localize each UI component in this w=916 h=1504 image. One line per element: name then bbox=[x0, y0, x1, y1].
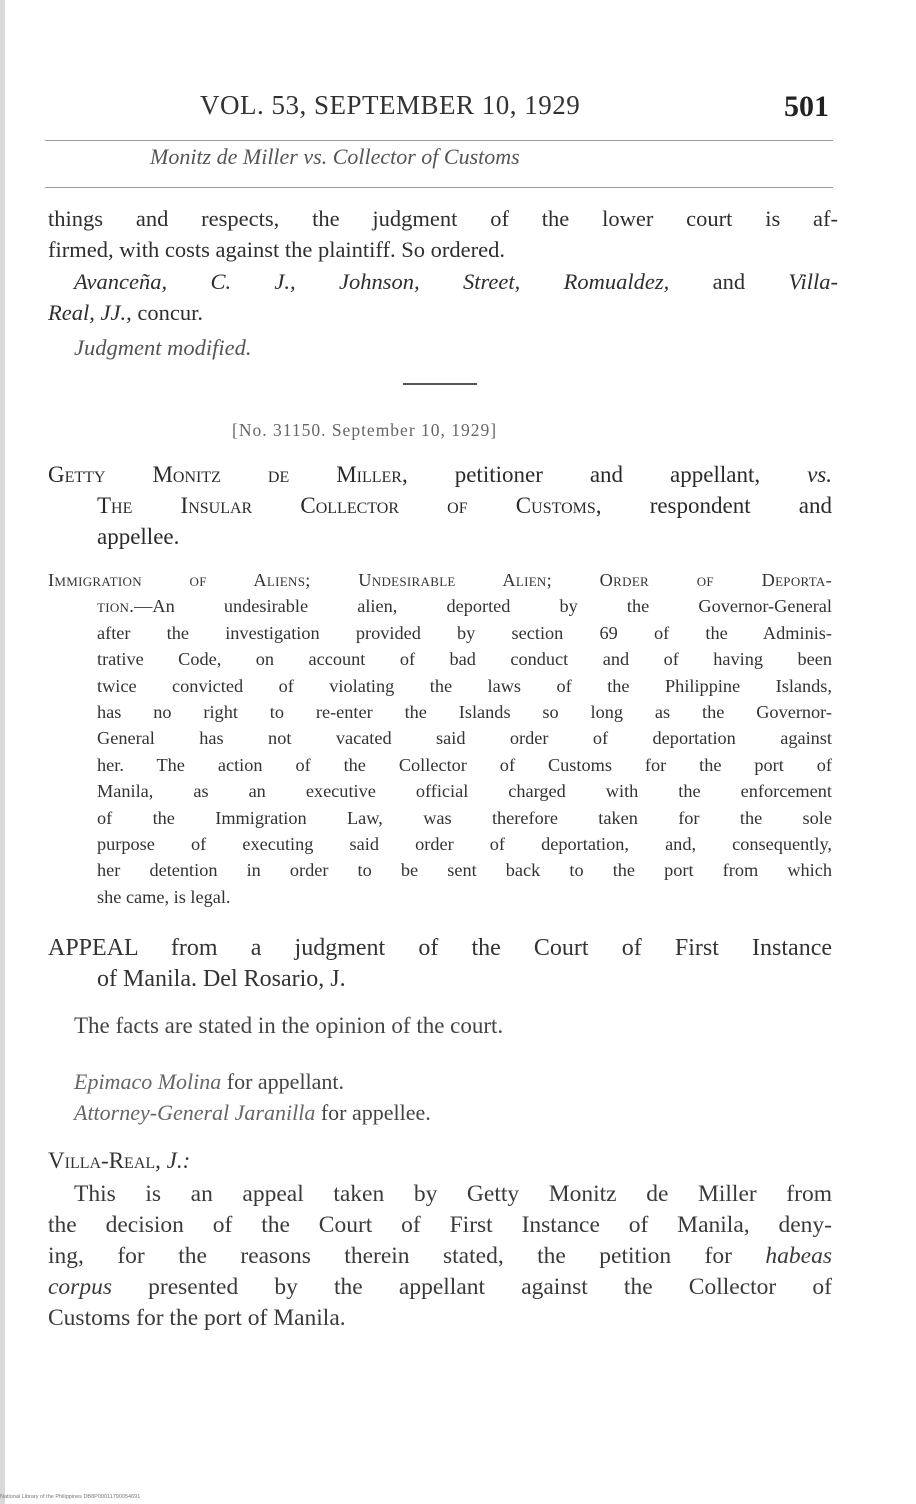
header-rule-bottom bbox=[45, 187, 833, 188]
docket-number: [No. 31150. September 10, 1929] bbox=[232, 420, 498, 440]
prior-case-conclusion bbox=[48, 203, 838, 265]
appellee-counsel: Attorney-General Jaranilla for appellee. bbox=[74, 1100, 431, 1125]
syllabus-line: her. The action of the Collector of Customs for the port of bbox=[97, 754, 832, 775]
text-line: things and respects, the judgment of the lower court is af- bbox=[48, 206, 838, 231]
opinion-line: ing, for the reasons therein stated, the petition for habeas bbox=[48, 1243, 832, 1269]
scan-footer: National Library of the Philippines DB8P00011790054691 bbox=[0, 1494, 141, 1500]
versus: vs. bbox=[807, 462, 832, 487]
petitioner-role: , petitioner and appellant, bbox=[401, 462, 761, 487]
syllabus-heading-cont: tion. bbox=[97, 596, 135, 617]
opinion-text bbox=[48, 1179, 832, 1334]
syllabus-line: has no right to re-enter the Islands so long as the Governor- bbox=[97, 702, 832, 723]
concur-and: and bbox=[712, 269, 746, 294]
respondent-name: The Insular Collector of Customs bbox=[97, 493, 596, 518]
concurrence bbox=[48, 266, 838, 328]
syllabus-line: twice convicted of violating the laws of the Philippine Islands, bbox=[97, 675, 832, 696]
opinion-line: This is an appeal taken by Getty Monitz de Miller from bbox=[74, 1181, 832, 1207]
parties-line-3: appellee. bbox=[97, 524, 180, 549]
syllabus-line: tion.—An undesirable alien, deported by the Governor-General bbox=[97, 596, 832, 617]
petitioner-name: Getty Monitz de Miller bbox=[48, 462, 402, 487]
opinion-judge: Villa-Real, J.: bbox=[48, 1148, 191, 1173]
respondent-role: , respondent and bbox=[595, 493, 832, 518]
facts-statement: The facts are stated in the opinion of the court. bbox=[74, 1013, 504, 1038]
appeal-statement bbox=[48, 933, 832, 995]
header-rule-top bbox=[45, 140, 833, 141]
running-head: VOL. 53, SEPTEMBER 10, 1929 bbox=[200, 90, 581, 120]
page-edge bbox=[0, 0, 5, 1504]
syllabus-paragraph bbox=[48, 567, 832, 910]
syllabus-line: she came, is legal. bbox=[97, 886, 231, 907]
parties-paragraph bbox=[48, 459, 832, 552]
syllabus-heading: Immigration of Aliens; Undesirable Alien; Order of Deporta- bbox=[48, 570, 832, 590]
opinion-line: corpus presented by the appellant against the Collector of bbox=[48, 1274, 832, 1300]
text-line: firmed, with costs against the plaintiff. So ordered. bbox=[48, 237, 505, 262]
syllabus bbox=[48, 567, 832, 910]
counsel bbox=[74, 1066, 431, 1128]
parties-line-1 bbox=[48, 459, 832, 490]
syllabus-line: General has not vacated said order of deportation against bbox=[97, 728, 832, 749]
appeal-line-1: APPEAL from a judgment of the Court of First Instance bbox=[48, 935, 832, 961]
syllabus-line: Manila, as an executive official charged with the enforcement bbox=[97, 781, 832, 802]
appellant-counsel: Epimaco Molina for appellant. bbox=[74, 1069, 345, 1094]
opinion-line: the decision of the Court of First Instance of Manila, deny- bbox=[48, 1212, 832, 1238]
concur-villa: Villa- bbox=[788, 269, 839, 294]
syllabus-line: her detention in order to be sent back to the port from which bbox=[97, 860, 832, 881]
syllabus-line: purpose of executing said order of deportation, and, consequently, bbox=[97, 834, 832, 855]
syllabus-line: of the Immigration Law, was therefore taken for the sole bbox=[97, 807, 832, 828]
section-divider bbox=[403, 383, 477, 385]
concur-tail: , concur. bbox=[126, 300, 203, 325]
disposition: Judgment modified. bbox=[74, 335, 252, 360]
case-parties bbox=[48, 459, 832, 552]
page-number: 501 bbox=[784, 90, 829, 123]
syllabus-line: trative Code, on account of bad conduct and of having been bbox=[97, 649, 832, 670]
concur-line-1 bbox=[48, 266, 838, 297]
case-running-title: Monitz de Miller vs. Collector of Customs bbox=[150, 144, 520, 169]
concur-real: Real, JJ. bbox=[48, 300, 127, 325]
concur-justices: Avanceña, C. J., Johnson, Street, Romualdez, bbox=[74, 269, 670, 294]
opinion-line: Customs for the port of Manila. bbox=[48, 1305, 346, 1331]
parties-line-2 bbox=[97, 490, 832, 521]
appeal-line-2: of Manila. Del Rosario, J. bbox=[97, 966, 346, 992]
syllabus-line: after the investigation provided by section 69 of the Adminis- bbox=[97, 622, 832, 643]
concur-line-2 bbox=[48, 297, 838, 328]
